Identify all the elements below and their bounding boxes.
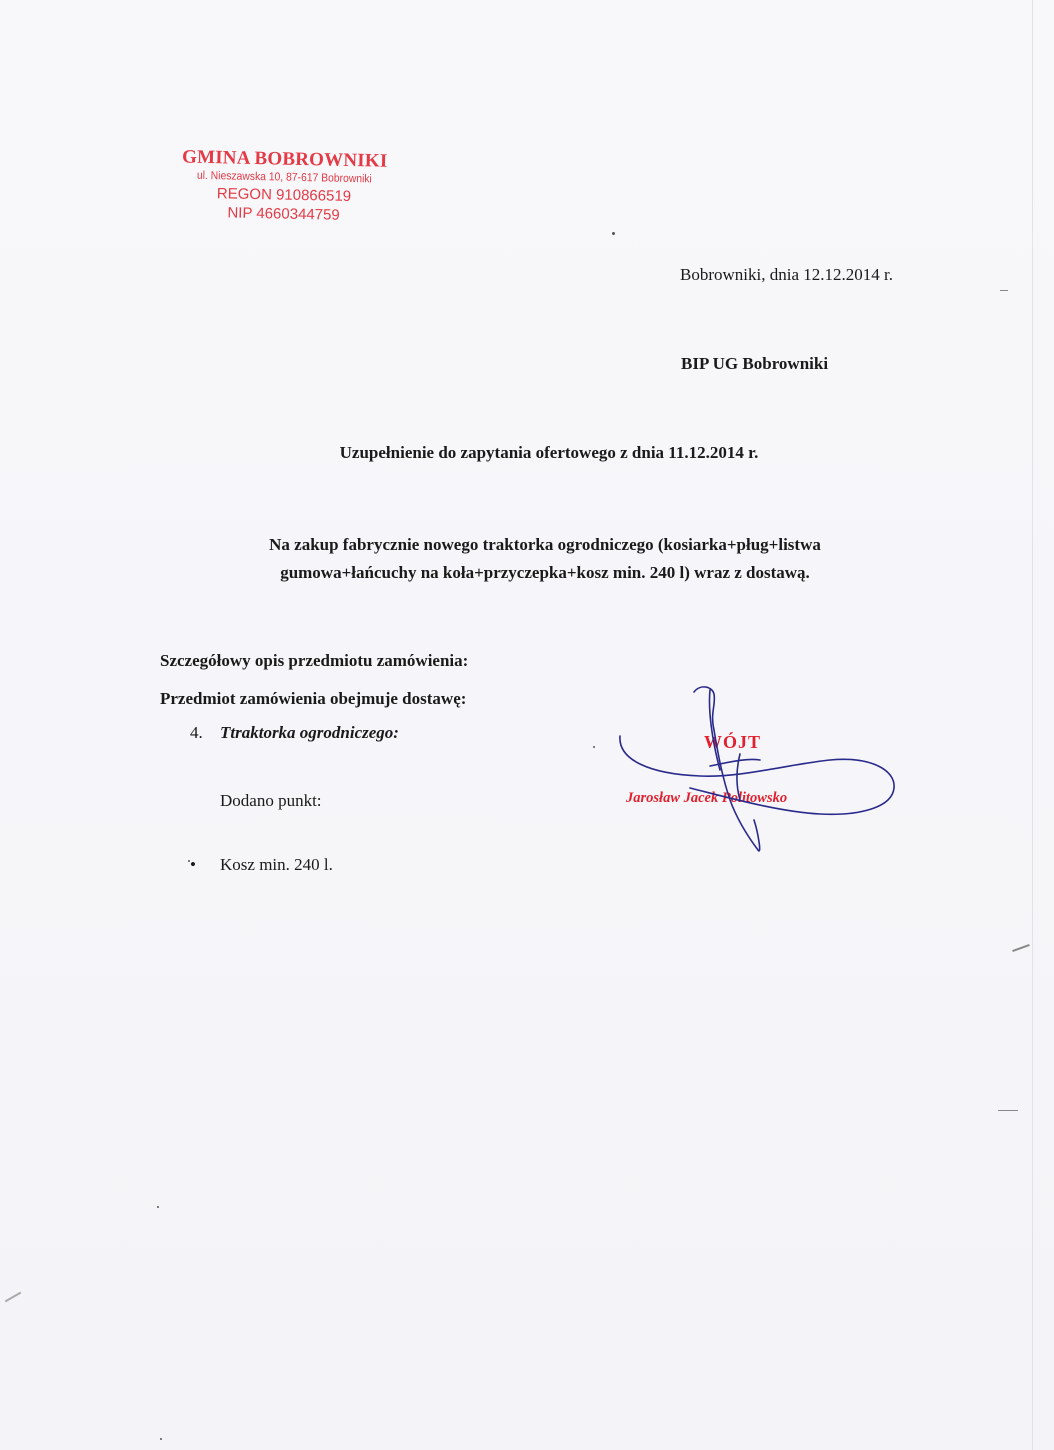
item-label: Ttraktorka ogrodniczego: [220,723,399,742]
stamp-name: GMINA BOBROWNIKI [181,146,388,172]
scan-speck [188,860,190,862]
scan-border-line [1032,0,1033,1450]
description-heading: Szczegółowy opis przedmiotu zamówienia: [160,651,469,670]
recipient: BIP UG Bobrowniki [681,354,829,373]
subject-heading: Uzupełnienie do zapytania ofertowego z dnia 11.12.2014 r. [339,443,759,462]
purpose-line-1: Na zakup fabrycznie nowego traktorka ogrodniczego (kosiarka+pług+listwa [269,535,821,554]
bullet-item [190,854,333,876]
scan-edge-mark [998,1110,1018,1111]
stamp-regon: REGON 910866519 [216,185,352,206]
date-line: Bobrowniki, dnia 12.12.2014 r. [680,265,893,284]
handwritten-signature-icon [590,670,910,870]
scan-speck [612,232,615,235]
bullet-text: Kosz min. 240 l. [220,855,333,874]
scan-speck [160,1438,162,1440]
scan-edge-mark [1012,944,1030,952]
scan-speck [157,1206,159,1208]
purpose-paragraph [150,531,940,587]
scan-speck [593,746,595,748]
stamp-address: ul. Nieszawska 10, 87-617 Bobrowniki [196,169,372,186]
list-item [190,722,399,744]
added-point-label: Dodano punkt: [220,791,322,810]
scan-edge-mark [1000,290,1008,291]
item-number: 4. [190,723,203,742]
stamp-nip: NIP 4660344759 [227,204,340,224]
scan-edge-mark [5,1292,22,1303]
municipality-stamp [158,146,410,226]
signature-name: Jarosław Jacek Politowsko [626,790,788,806]
scope-heading: Przedmiot zamówienia obejmuje dostawę: [160,689,467,708]
bullet-symbol: • [190,855,196,874]
signature-title: WÓJT [704,732,762,752]
purpose-line-2: gumowa+łańcuchy na koła+przyczepka+kosz min. 240 l) wraz z dostawą. [280,563,810,582]
